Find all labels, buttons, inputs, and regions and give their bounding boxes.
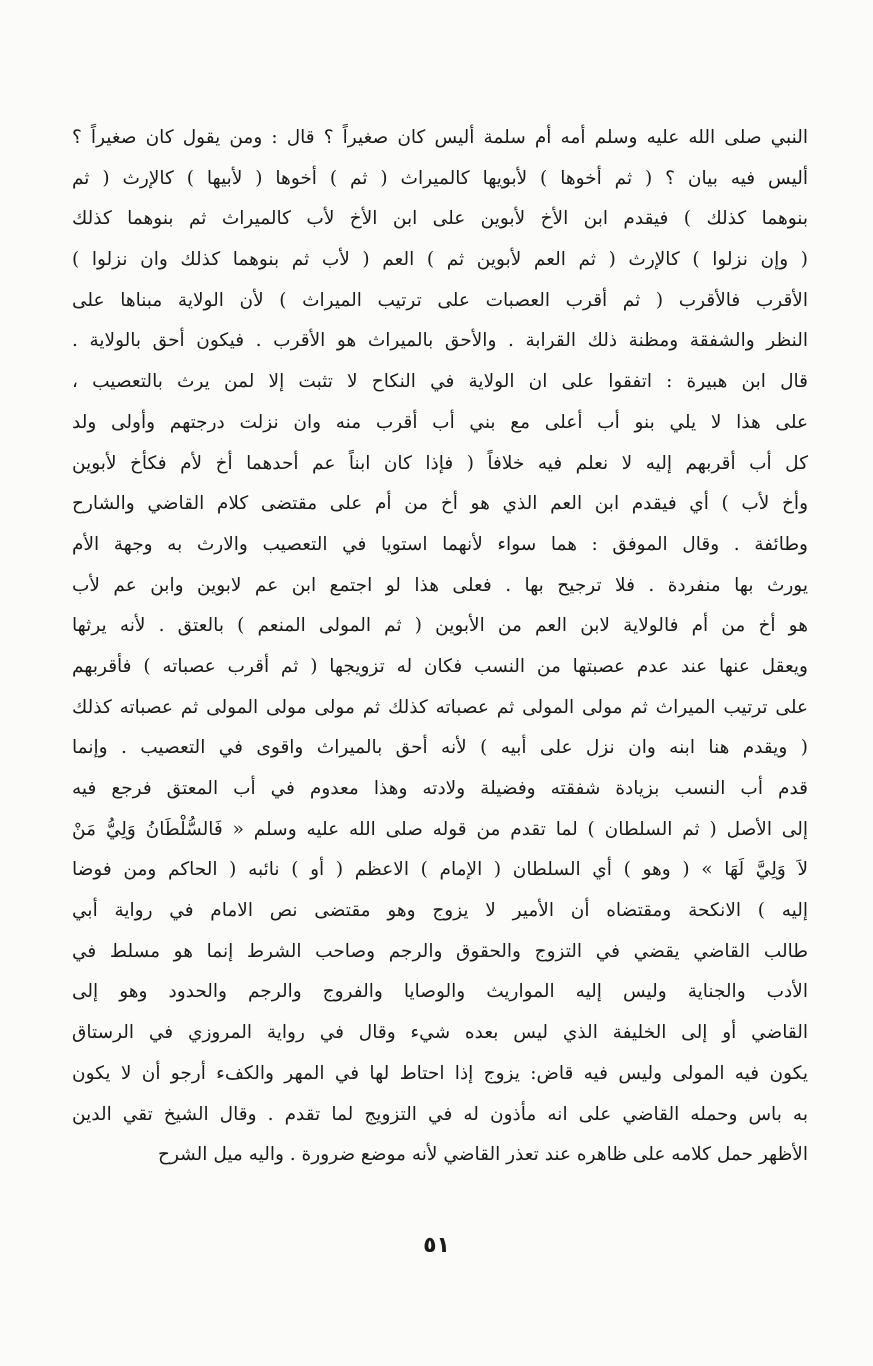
page-number: ٥١ xyxy=(423,1233,450,1258)
text-line: قدم أب النسب بزيادة شفقته وفضيلة ولادته وهذا معدوم في أب المعتق فرجع فيه xyxy=(72,778,808,799)
text-line: القاضي أو إلى الخليفة الذي ليس بعده شيء وقال في رواية المروزي في الرستاق xyxy=(72,1022,808,1044)
text-line: يكون فيه المولى وليس فيه قاض: يزوج إذا احتاط لها في المهر والكفء أرجو أن لا يكون xyxy=(72,1062,808,1084)
text-line: إليه ) الانكحة ومقتضاه أن الأمير لا يزوج وهو مقتضى نص الامام في رواية أبي xyxy=(72,900,808,922)
text-line: لاَ وَلِيَّ لَهَا » ( وهو ) أي السلطان ( الإمام ) الاعظم ( أو ) نائبه ( الحاكم ومن فوضا xyxy=(72,859,808,881)
text-line: على ترتيب الميراث ثم مولى المولى ثم عصباته كذلك ثم مولى مولى المولى ثم عصباته كذلك xyxy=(72,696,808,718)
text-line: ويعقل عنها عند عدم عصبتها من النسب فكان له تزويجها ( ثم أقرب عصباته ) فأقربهم xyxy=(72,655,808,677)
text-line: هو أخ من أم فالولاية لابن العم من الأبوين ( ثم المولى المنعم ) بالعتق . لأنه يرثها xyxy=(72,615,808,637)
text-line: ( ويقدم هنا ابنه وان نزل على أبيه ) لأنه أحق بالميراث واقوى في التعصيب . وإنما xyxy=(72,737,808,759)
text-line: كل أب أقربهم إليه لا نعلم فيه خلافاً ( فإذا كان ابناً عم أحدهما أخ لأم فكأخ لأبوين xyxy=(72,452,808,474)
text-line: أليس فيه بيان ؟ ( ثم أخوها ) لأبويها كالميراث ( ثم ) أخوها ( لأبيها ) كالإرث ( ثم xyxy=(72,167,808,189)
text-line: النبي صلى الله عليه وسلم أمه أم سلمة أليس كان صغيراً ؟ قال : ومن يقول كان صغيراً ؟ xyxy=(72,127,808,148)
text-line: وطائفة . وقال الموفق : هما سواء لأنهما استويا في التعصيب والارث به وجهة الأم xyxy=(72,533,808,555)
text-line: إلى الأصل ( ثم السلطان ) لما تقدم من قوله صلى الله عليه وسلم « فَالسُّلْطَانُ وَلِيُّ مَنْ xyxy=(72,818,808,840)
text-line: الأقرب فالأقرب ( ثم أقرب العصبات على ترتيب الميراث ) لأن الولاية مبناها على xyxy=(72,289,808,311)
text-line: به باس وحمله القاضي على انه مأذون له في التزويج لما تقدم . وقال الشيخ تقي الدين xyxy=(72,1103,808,1125)
text-line: قال ابن هبيرة : اتفقوا على ان الولاية في النكاح لا تثبت إلا لمن يرث بالتعصيب ، xyxy=(72,371,808,393)
text-line: النظر والشفقة ومظنة ذلك القرابة . والأحق بالميراث هو الأقرب . فيكون أحق بالولاية . xyxy=(72,330,808,352)
text-line: يورث بها منفردة . فلا ترجيح بها . فعلى هذا لو اجتمع ابن عم لابوين وابن عم لأب xyxy=(72,574,808,596)
text-line: طالب القاضي يقضي في التزوج والحقوق والرجم وصاحب الشرط إنما هو مسلط في xyxy=(72,940,808,962)
text-line: ( وإن نزلوا ) كالإرث ( ثم العم لأبوين ثم ) العم ( لأب ثم بنوهما كذلك وان نزلوا ) xyxy=(72,249,808,271)
text-line: الأظهر حمل كلامه على ظاهره عند تعذر القاضي لأنه موضع ضرورة . واليه ميل الشرح xyxy=(158,1144,808,1166)
text-line: بنوهما كذلك ) فيقدم ابن الأخ لأبوين على ابن الأخ لأب كالميراث ثم بنوهما كذلك xyxy=(72,208,808,230)
text-line: على هذا لا يلي بنو أب أعلى مع بني أب أقرب منه وان نزلت درجتهم وأولى ولد xyxy=(72,411,808,433)
body-text xyxy=(72,118,808,1176)
text-line: وأخ لأب ) أي فيقدم ابن العم الذي هو أخ من أم على مقتضى كلام القاضي والشارح xyxy=(72,493,808,515)
text-line: الأدب والجناية وليس إليه المواريث والوصايا والفروج والرجم والحدود وهو إلى xyxy=(72,981,808,1003)
